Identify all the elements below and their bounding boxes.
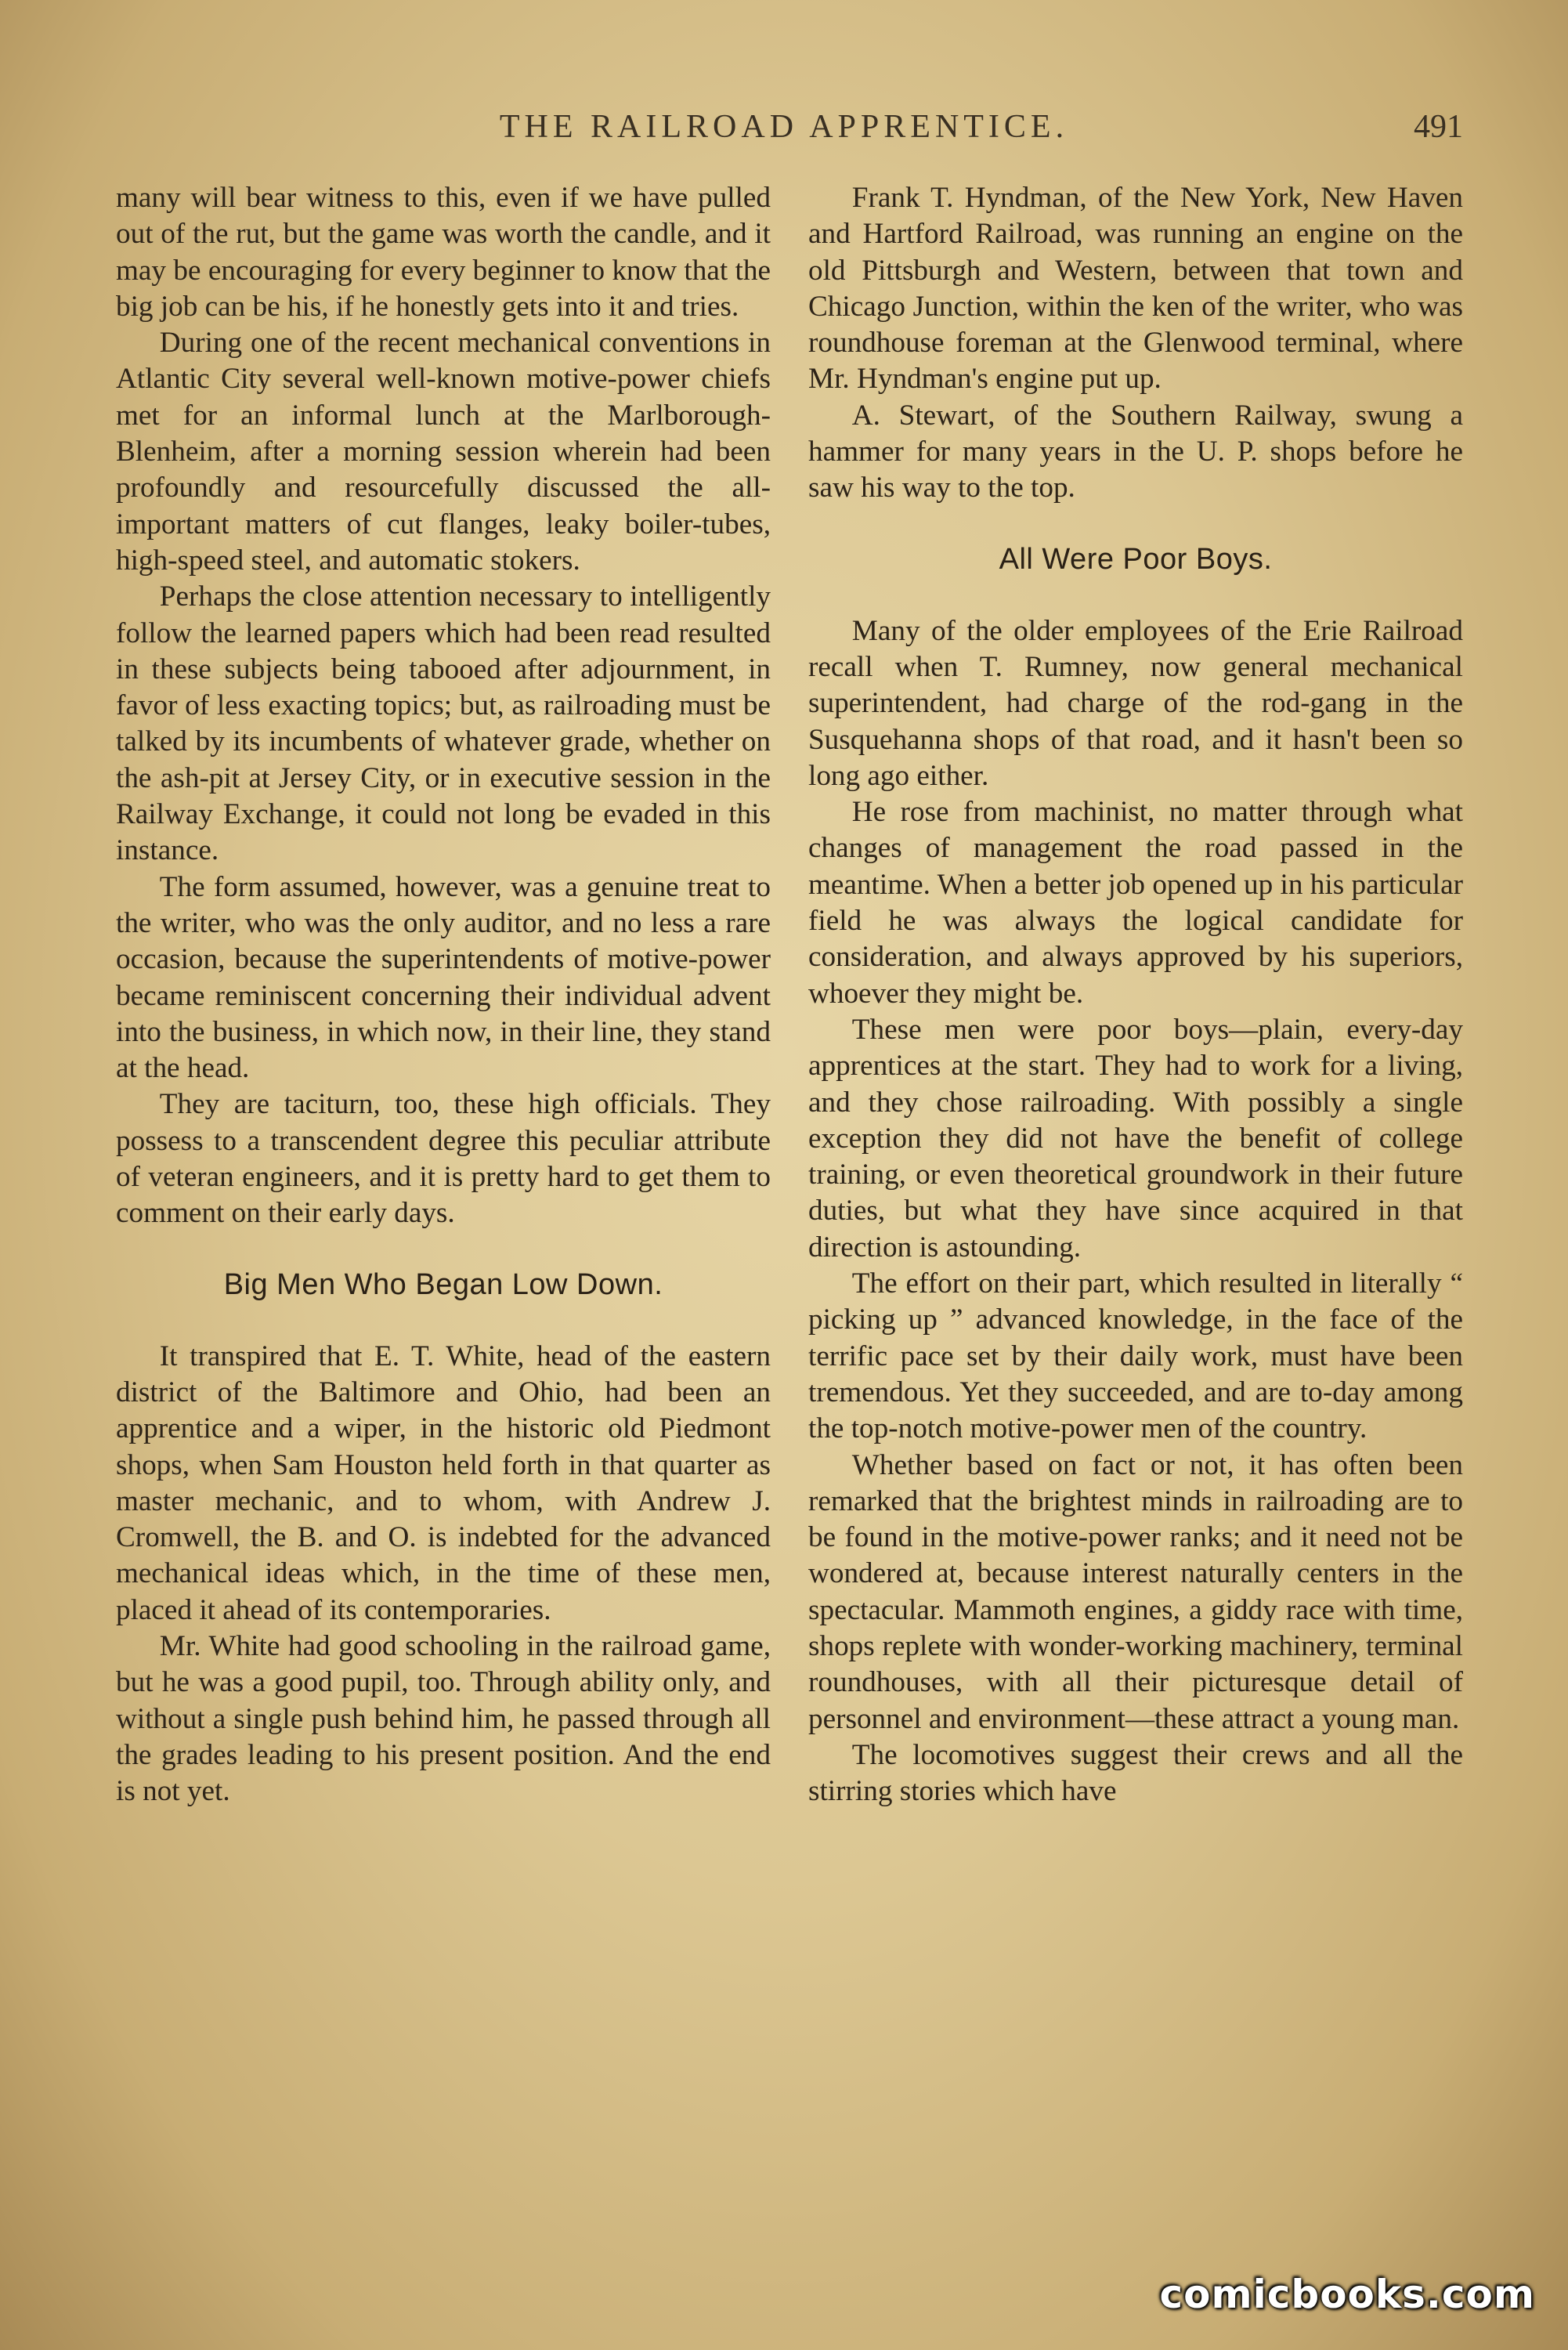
paragraph: Perhaps the close attention necessary to intelligently follow the learned papers which had been read resulted in these subjects being tabooed after adjournment, in favor of less exacting topics; but, as railroading must be talked by its incumbents of whatever grade, whether on the ash-pit at Jersey City, or in executive session in the Railway Exchange, it could not long be evaded in this instance. (116, 580, 771, 867)
paragraph: Frank T. Hyndman, of the New York, New Haven and Hartford Railroad, was running an engine on the old Pittsburgh and Western, between that town and Chicago Junction, within the ken of the writer, who was roundhouse foreman at the Glenwood terminal, where Mr. Hyndman's engine put up. (808, 182, 1463, 396)
paragraph: Mr. White had good schooling in the railroad game, but he was a good pupil, too. Through ability only, and without a single push behind him, he passed through all the grades leading to his present position. And the end is not yet. (116, 1629, 771, 1808)
running-title: THE RAILROAD APPRENTICE. (499, 109, 1069, 145)
right-column (808, 180, 1463, 1810)
paragraph: He rose from machinist, no matter through what changes of management the road passed in the meantime. When a better job opened up in his particular field he was always the logical candidate for consideration, and always approved by his superiors, whoever they might be. (808, 796, 1463, 1010)
section-heading: All Were Poor Boys. (999, 542, 1273, 576)
page-number: 491 (1414, 109, 1463, 145)
paragraph: A. Stewart, of the Southern Railway, swung a hammer for many years in the U. P. shops before he saw his way to the top. (808, 399, 1463, 504)
section-heading: Big Men Who Began Low Down. (223, 1267, 663, 1301)
site-watermark: comicbooks.com (1159, 2272, 1535, 2317)
paragraph: During one of the recent mechanical conventions in Atlantic City several well-known motive-power chiefs met for an informal lunch at the Marlborough-Blenheim, after a morning session wherein had been profoundly and resourcefully discussed the all-important matters of cut flanges, leaky boiler-tubes, high-speed steel, and automatic stokers. (116, 327, 771, 577)
paragraph: The locomotives suggest their crews and all the stirring stories which have (808, 1738, 1463, 1808)
paragraph: Whether based on fact or not, it has often been remarked that the brightest minds in railroading are to be found in the motive-power ranks; and it need not be wondered at, because interest naturally centers in the spectacular. Mammoth engines, a giddy race with time, shops replete with wonder-working machinery, terminal roundhouses, with all their picturesque detail of personnel and environment—these attract a young man. (808, 1448, 1463, 1735)
paragraph: Many of the older employees of the Erie Railroad recall when T. Rumney, now general mechanical superintendent, had charge of the rod-gang in the Susquehanna shops of that road, and it hasn't been so long ago either. (808, 614, 1463, 792)
left-column (116, 180, 771, 1810)
paragraph: They are taciturn, too, these high officials. They possess to a transcendent degree this peculiar attribute of veteran engineers, and it is pretty hard to get them to comment on their early days. (116, 1088, 771, 1230)
paragraph: It transpired that E. T. White, head of the eastern district of the Baltimore and Ohio, had been an apprentice and a wiper, in the historic old Piedmont shops, when Sam Houston held forth in that quarter as master mechanic, and to whom, with Andrew J. Cromwell, the B. and O. is indebted for the advanced mechanical ideas which, in the time of these men, placed it ahead of its contemporaries. (116, 1340, 771, 1626)
paragraph: many will bear witness to this, even if we have pulled out of the rut, but the game was worth the candle, and it may be encouraging for every beginner to know that the big job can be his, if he honestly gets into it and tries. (116, 182, 771, 323)
paragraph: The effort on their part, which resulted in literally “ picking up ” advanced knowledge, in the face of the terrific pace set by their daily work, must have been tremendous. Yet they succeeded, and are to-day among the top-notch motive-power men of the country. (808, 1267, 1463, 1445)
paragraph: These men were poor boys—plain, every-day apprentices at the start. They had to work for a living, and they chose railroading. With possibly a single exception they did not have the benefit of college training, or even theoretical groundwork in their future duties, but what they have since acquired in that direction is astounding. (808, 1013, 1463, 1264)
paragraph: The form assumed, however, was a genuine treat to the writer, who was the only auditor, and no less a rare occasion, because the superintendents of motive-power became reminiscent concerning their individual advent into the business, in which now, in their line, they stand at the head. (116, 870, 771, 1085)
